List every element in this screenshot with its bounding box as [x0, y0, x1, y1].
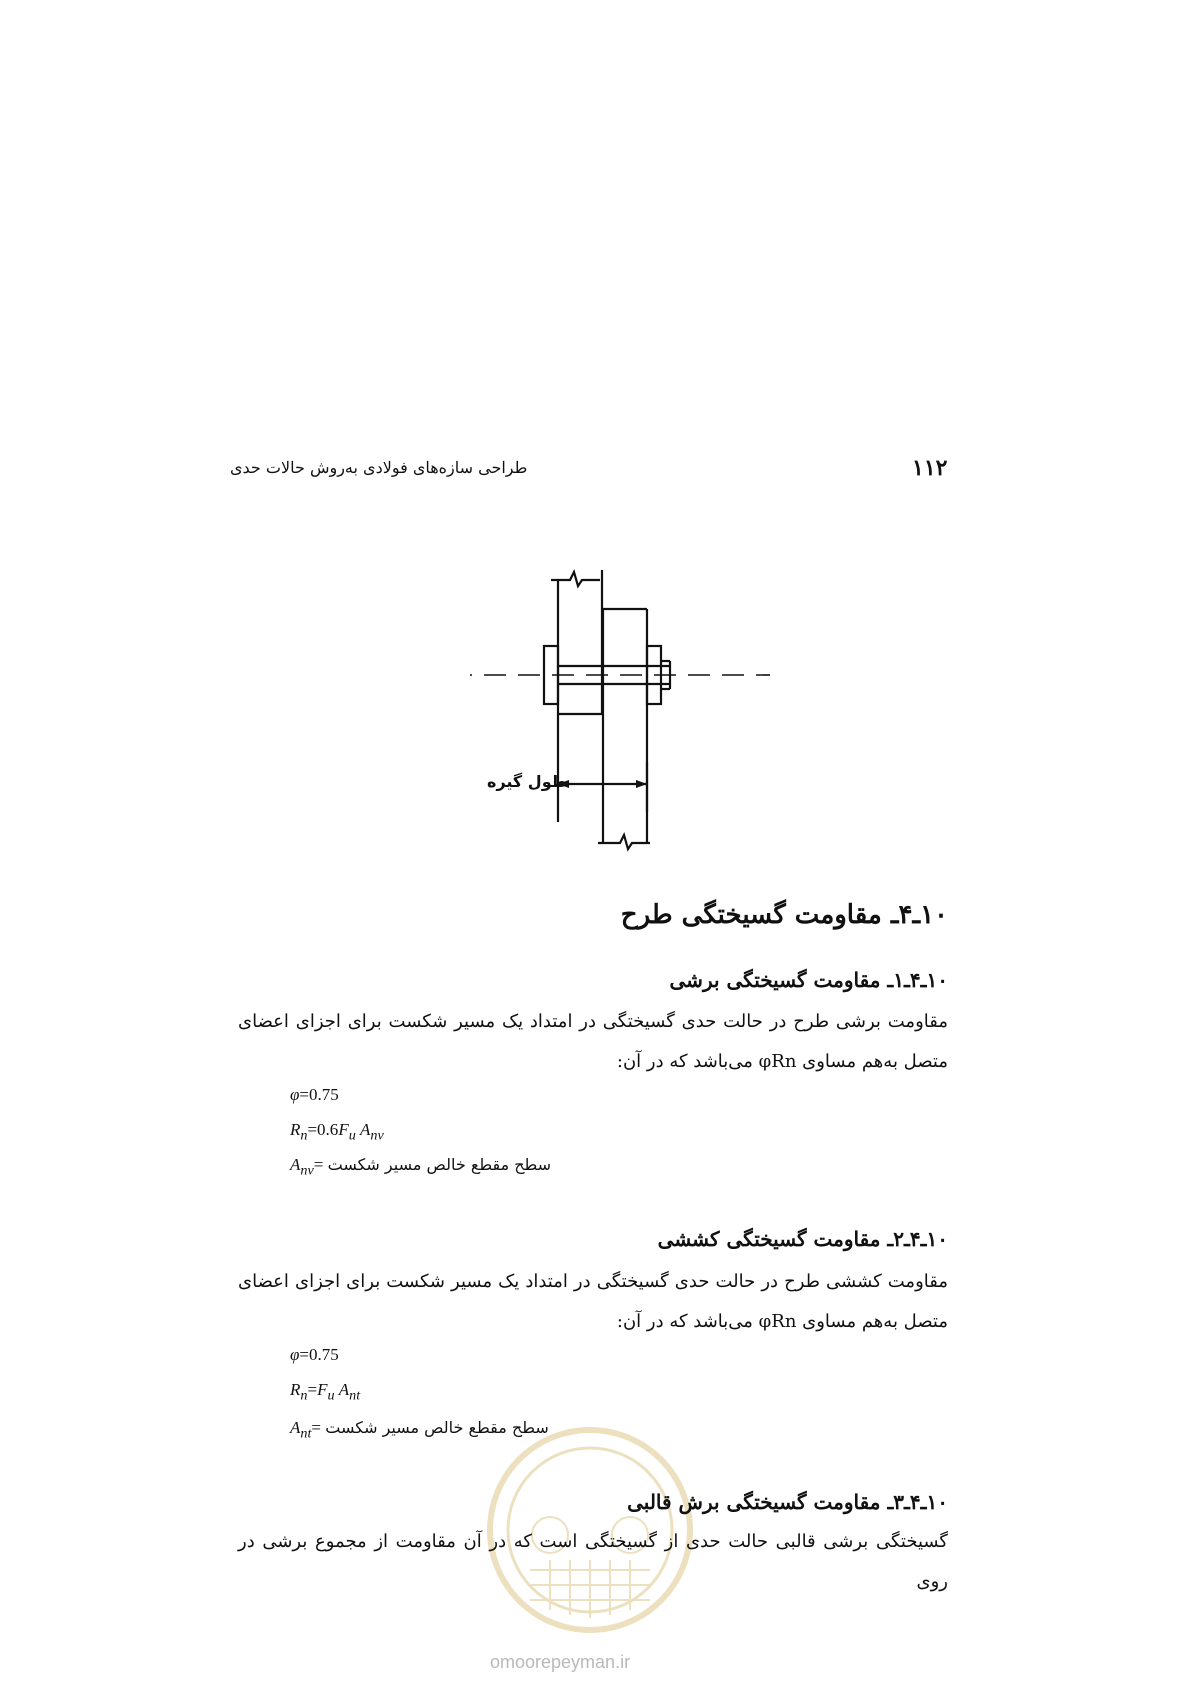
paragraph-2: مقاومت کششی طرح در حالت حدی گسیختگی در امتداد یک مسیر شکست برای اجزای اعضای متصل به‌هم مساوی φRn می‌باشد که در آن:: [238, 1271, 948, 1332]
paragraph-1: مقاومت برشی طرح در حالت حدی گسیختگی در امتداد یک مسیر شکست برای اجزای اعضای متصل به‌هم مساوی φRn می‌باشد که در آن:: [238, 1011, 948, 1072]
subsection-heading-3: ۱۰ـ۴ـ۳ـ مقاومت گسیختگی برش قالبی: [627, 1490, 948, 1514]
formula-phi-2: φ=0.75: [290, 1345, 339, 1364]
formula-rn-2: $R_n=F_u$ $A_{nt}$: [290, 1380, 361, 1404]
subsection-heading-2: ۱۰ـ۴ـ۲ـ مقاومت گسیختگی کششی: [657, 1227, 948, 1251]
formula-phi-1: φ=0.75: [290, 1085, 339, 1104]
subsection-heading-1: ۱۰ـ۴ـ۱ـ مقاومت گسیختگی برشی: [669, 968, 948, 992]
formula-ant: $A_{nt}=$ سطح مقطع خالص مسیر شکست: [290, 1418, 549, 1442]
watermark-url: omoorepeyman.ir: [490, 1652, 631, 1672]
bolt-connection-drawing: [470, 562, 770, 852]
paragraph-3: گسیختگی برشی قالبی حالت حدی از گسیختگی است که در آن مقاومت از مجموع برشی در روی: [238, 1531, 948, 1592]
section-heading: ۱۰ـ۴ـ مقاومت گسیختگی طرح: [620, 900, 948, 930]
formula-rn-1: $R_n=0.6F_u$ $A_{nv}$: [290, 1120, 384, 1144]
formula-anv: $A_{nv}=$ سطح مقطع خالص مسیر شکست: [290, 1155, 552, 1179]
running-title: طراحی سازه‌های فولادی به‌روش حالات حدی: [230, 458, 528, 477]
bolt-connection-figure: [470, 562, 770, 852]
grip-length-label: طول گیره: [487, 772, 567, 791]
page-number: ۱۱۲: [912, 455, 948, 481]
